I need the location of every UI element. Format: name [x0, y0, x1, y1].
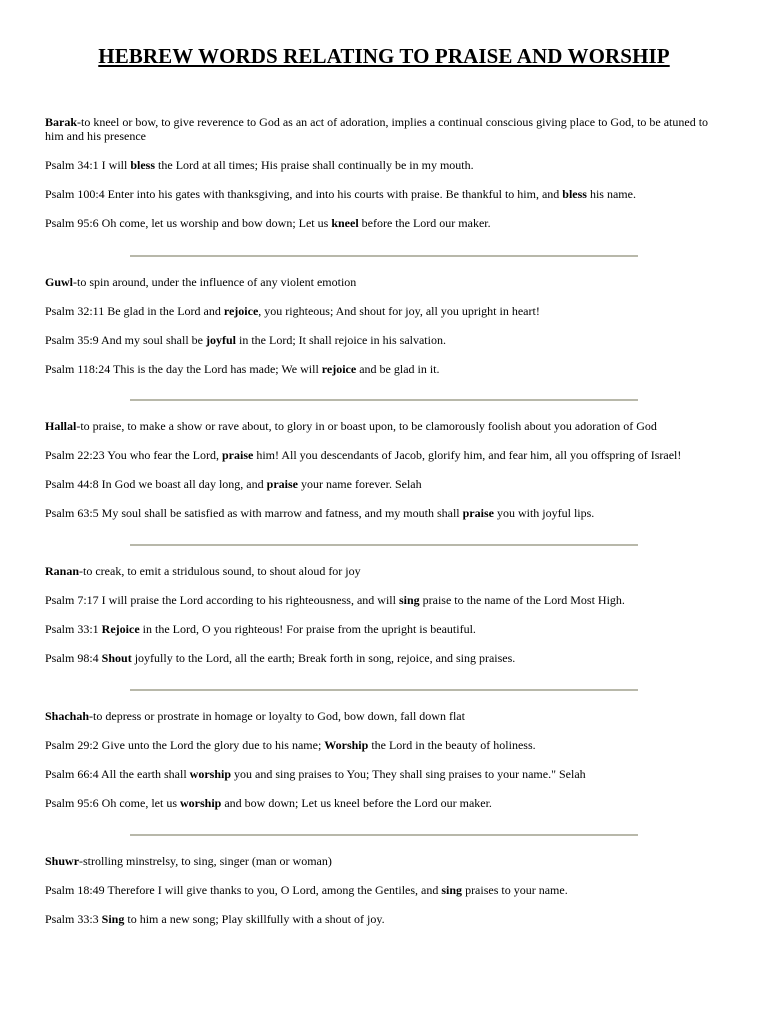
section-barak — [45, 115, 725, 245]
verse: Psalm 95:6 Oh come, let us worship and bow down; Let us kneel before the Lord our maker. — [45, 216, 491, 230]
hebrew-word: Ranan — [45, 564, 80, 578]
hebrew-word: Shachah — [45, 709, 90, 723]
keyword: sing — [398, 593, 420, 607]
keyword: bless — [130, 158, 156, 172]
word-definition — [45, 115, 725, 143]
section-divider — [130, 255, 638, 257]
verse: Psalm 18:49 Therefore I will give thanks to you, O Lord, among the Gentiles, and sing praises to your name. — [45, 883, 568, 897]
word-definition — [45, 419, 725, 433]
verse: Psalm 33:3 Sing to him a new song; Play skillfully with a shout of joy. — [45, 912, 385, 926]
keyword: Rejoice — [101, 622, 140, 636]
verse: Psalm 95:6 Oh come, let us worship and bow down; Let us kneel before the Lord our maker. — [45, 796, 492, 810]
word-definition — [45, 854, 725, 868]
keyword: praise — [266, 477, 298, 491]
keyword: Shout — [101, 651, 132, 665]
section-hallal — [45, 419, 725, 535]
word-definition — [45, 564, 725, 578]
verse: Psalm 118:24 This is the day the Lord has made; We will rejoice and be glad in it. — [45, 362, 440, 376]
keyword: rejoice — [321, 362, 357, 376]
verse: Psalm 44:8 In God we boast all day long, and praise your name forever. Selah — [45, 477, 422, 491]
word-definition — [45, 275, 725, 289]
keyword: joyful — [206, 333, 237, 347]
section-divider — [130, 399, 638, 401]
section-guwl — [45, 275, 725, 391]
verse: Psalm 35:9 And my soul shall be joyful in the Lord; It shall rejoice in his salvation. — [45, 333, 446, 347]
hebrew-word: Hallal — [45, 419, 77, 433]
hebrew-word: Guwl — [45, 275, 74, 289]
verse: Psalm 7:17 I will praise the Lord according to his righteousness, and will sing praise to the name of the Lord Most High. — [45, 593, 625, 607]
verse: Psalm 32:11 Be glad in the Lord and rejoice, you righteous; And shout for joy, all you upright in heart! — [45, 304, 540, 318]
hebrew-word: Barak — [45, 115, 78, 129]
verse: Psalm 66:4 All the earth shall worship you and sing praises to You; They shall sing praises to your name." Selah — [45, 767, 586, 781]
section-divider — [130, 689, 638, 691]
verse: Psalm 33:1 Rejoice in the Lord, O you righteous! For praise from the upright is beautiful. — [45, 622, 476, 636]
section-divider — [130, 834, 638, 836]
section-ranan — [45, 564, 725, 680]
hebrew-word: Shuwr — [45, 854, 80, 868]
keyword: sing — [441, 883, 463, 897]
keyword: worship — [189, 767, 231, 781]
definition-text: -to kneel or bow, to give reverence to God as an act of adoration, implies a continual conscious giving place to God, to be atuned to him and his presence — [45, 115, 709, 143]
section-shuwr — [45, 854, 725, 941]
keyword: praise — [222, 448, 254, 462]
definition-text: -to spin around, under the influence of any violent emotion — [73, 275, 357, 289]
section-shachah — [45, 709, 725, 825]
keyword: bless — [562, 187, 587, 201]
verse: Psalm 63:5 My soul shall be satisfied as with marrow and fatness, and my mouth shall praise you with joyful lips. — [45, 506, 595, 520]
section-divider — [130, 544, 638, 546]
keyword: worship — [180, 796, 222, 810]
keyword: praise — [462, 506, 494, 520]
verse: Psalm 22:23 You who fear the Lord, praise him! All you descendants of Jacob, glorify him, and fear him, all you offspring of Israel! — [45, 448, 682, 462]
keyword: Worship — [324, 738, 369, 752]
keyword: Sing — [101, 912, 125, 926]
verse: Psalm 29:2 Give unto the Lord the glory due to his name; Worship the Lord in the beauty of holiness. — [45, 738, 536, 752]
keyword: rejoice — [223, 304, 259, 318]
verse: Psalm 98:4 Shout joyfully to the Lord, all the earth; Break forth in song, rejoice, and sing praises. — [45, 651, 516, 665]
verse: Psalm 34:1 I will bless the Lord at all times; His praise shall continually be in my mouth. — [45, 158, 474, 172]
page-title: HEBREW WORDS RELATING TO PRAISE AND WORSHIP — [98, 44, 670, 68]
keyword: kneel — [331, 216, 359, 230]
verse: Psalm 100:4 Enter into his gates with thanksgiving, and into his courts with praise. Be thankful to him, and bless his name. — [45, 187, 636, 201]
definition-text: -to creak, to emit a stridulous sound, to shout aloud for joy — [79, 564, 361, 578]
word-definition — [45, 709, 725, 723]
definition-text: -to praise, to make a show or rave about, to glory in or boast upon, to be clamorously foolish about you adoration of God — [76, 419, 657, 433]
definition-text: -strolling minstrelsy, to sing, singer (man or woman) — [79, 854, 332, 868]
definition-text: -to depress or prostrate in homage or loyalty to God, bow down, fall down flat — [89, 709, 465, 723]
